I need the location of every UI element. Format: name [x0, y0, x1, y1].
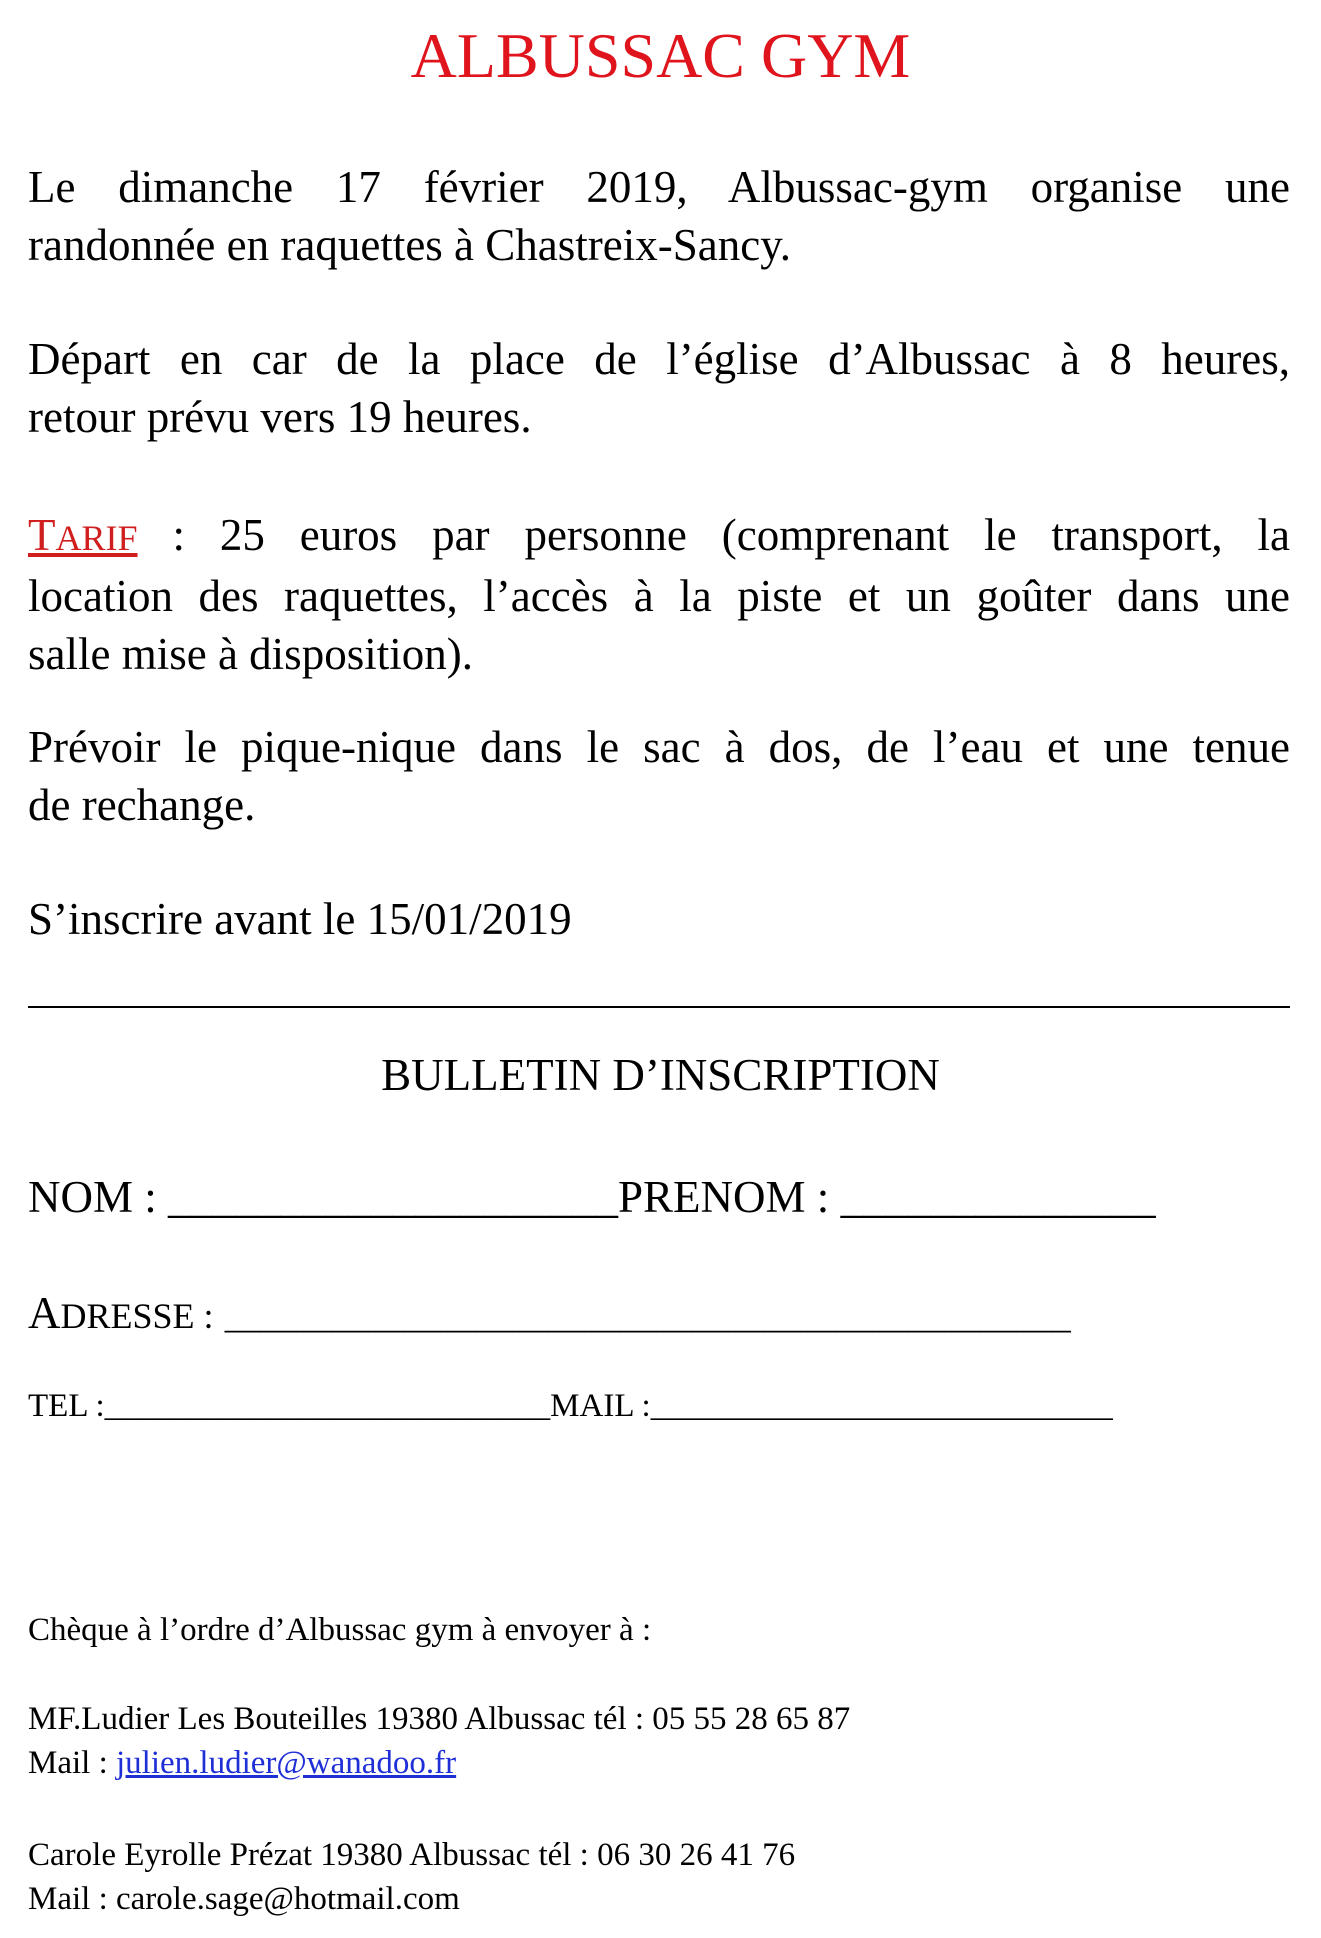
depart-line-1: Départ en car de la place de l’église d’Albussac à 8 heures, [28, 334, 1290, 384]
tarif-line-1: TARIF : 25 euros par personne (comprenant le transport, la [28, 510, 1291, 560]
page-title: ALBUSSAC GYM [410, 20, 911, 91]
nom-label: NOM : [28, 1172, 157, 1222]
tarif-paragraph [28, 506, 1290, 683]
tel-mail-row [28, 1384, 1290, 1428]
depart-paragraph [28, 330, 1290, 446]
contact-1-mail-label: Mail : [28, 1745, 108, 1781]
tel-field[interactable]: ___________________________ [104, 1388, 551, 1424]
adresse-row [28, 1284, 1290, 1345]
prevoir-line-2: de rechange. [28, 780, 256, 830]
prevoir-line-1: Prévoir le pique-nique dans le sac à dos, de l’eau et une tenue [28, 722, 1290, 772]
tel-label: TEL : [28, 1388, 105, 1424]
separator-line [28, 1006, 1290, 1008]
tarif-line-2: location des raquettes, l’accès à la piste et un goûter dans une [28, 571, 1290, 621]
contact-1-mail-row [28, 1741, 456, 1785]
nom-field[interactable]: ____________________ [168, 1172, 619, 1222]
prenom-label: PRENOM : [618, 1172, 830, 1222]
contact-2-mail: Mail : carole.sage@hotmail.com [28, 1881, 460, 1917]
contact-1-details: MF.Ludier Les Bouteilles 19380 Albussac tél : 05 55 28 65 87 [28, 1701, 851, 1737]
intro-paragraph [28, 158, 1290, 274]
prevoir-paragraph [28, 718, 1290, 834]
adresse-label: ADRESSE : [28, 1288, 214, 1338]
intro-line-2: randonnée en raquettes à Chastreix-Sancy. [28, 220, 792, 270]
contact-1-email-link[interactable]: julien.ludier@wanadoo.fr [116, 1745, 457, 1781]
tarif-label: TARIF [28, 510, 138, 560]
contact-2-details: Carole Eyrolle Prézat 19380 Albussac tél : 06 30 26 41 76 [28, 1837, 796, 1873]
inscrire-deadline: S’inscrire avant le 15/01/2019 [28, 894, 572, 944]
adresse-field[interactable]: _______________________________________________ [224, 1296, 1071, 1336]
prenom-field[interactable]: ______________ [840, 1172, 1156, 1222]
intro-line-1: Le dimanche 17 février 2019, Albussac-gym organise une [28, 162, 1290, 212]
cheque-instruction: Chèque à l’ordre d’Albussac gym à envoyer à : [28, 1612, 652, 1648]
mail-field[interactable]: ____________________________ [650, 1388, 1113, 1424]
name-row [28, 1168, 1290, 1226]
depart-line-2: retour prévu vers 19 heures. [28, 392, 532, 442]
bulletin-heading: BULLETIN D’INSCRIPTION [381, 1050, 940, 1100]
tarif-line-3: salle mise à disposition). [28, 629, 473, 679]
mail-label: MAIL : [550, 1388, 651, 1424]
